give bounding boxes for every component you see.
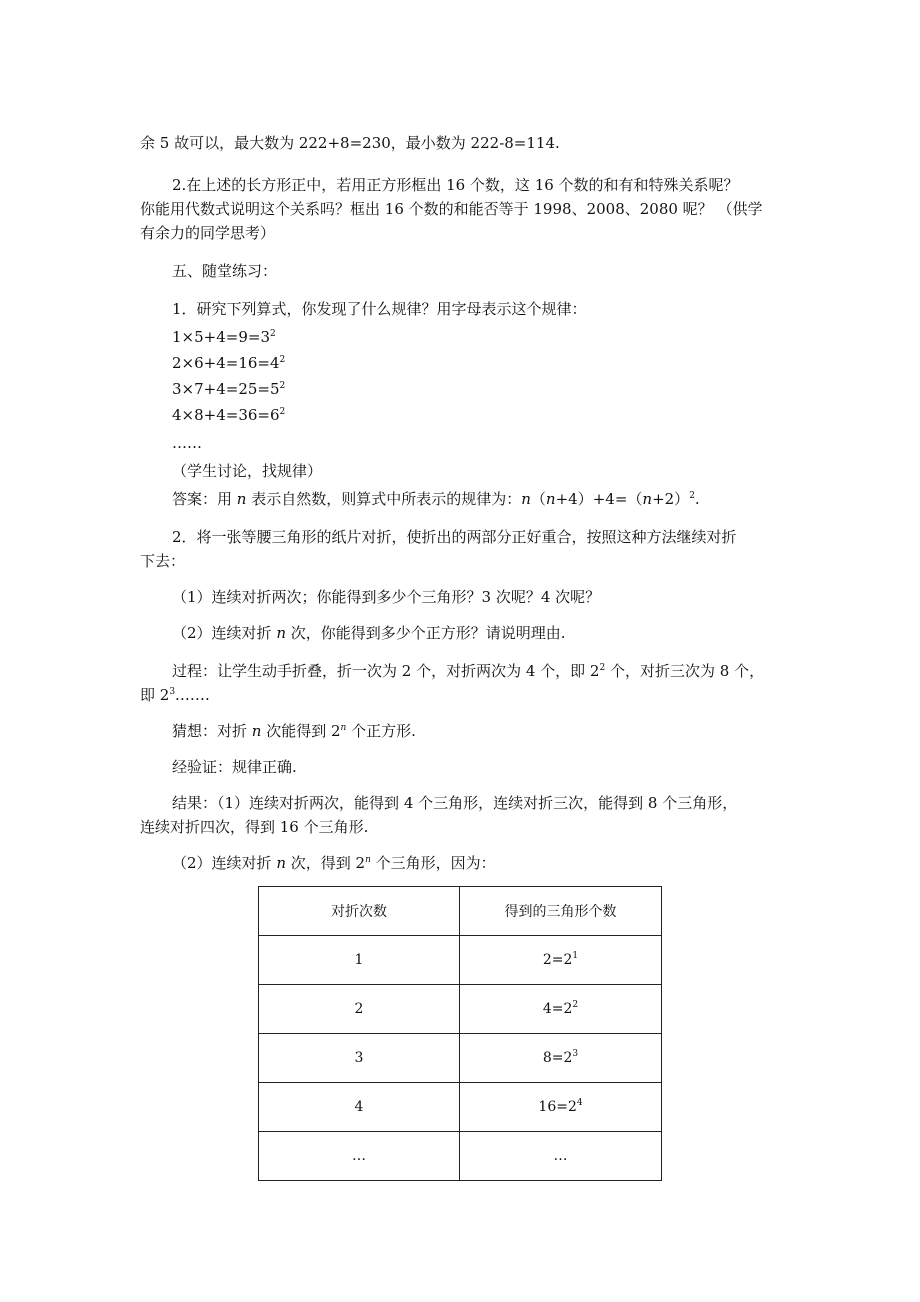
table-header-row <box>259 887 662 936</box>
equation-row: $4\times 8+4=36=6^2$ <box>172 406 286 424</box>
table-header-cell: 得到的三角形个数 <box>460 887 662 936</box>
question-2-line-3: 有余力的同学思考） <box>140 224 276 242</box>
equation-row: $1\times 5+4=9=3^2$ <box>172 328 276 346</box>
equation-row: $3\times 7+4=25=5^2$ <box>172 380 286 398</box>
equation-row: $2\times 6+4=16=4^2$ <box>172 354 286 372</box>
table-cell: $2=2^1$ <box>460 936 662 985</box>
exercise-2-line-2: 下去： <box>140 552 186 570</box>
table-row <box>259 985 662 1034</box>
folding-table <box>258 886 662 1181</box>
process-line-1: 过程：让学生动手折叠，折一次为 2 个，对折两次为 4 个，即 $2^2$ 个，对折三次为 8 个， <box>172 662 765 680</box>
table-row <box>259 1132 662 1181</box>
result-line-2: 连续对折四次，得到 16 个三角形. <box>140 818 369 836</box>
result-line-3: （2）连续对折 n 次，得到 2$^n$ 个三角形，因为： <box>172 854 496 872</box>
table-row <box>259 1083 662 1132</box>
discussion-note: （学生讨论，找规律） <box>172 462 323 480</box>
table-cell: 3 <box>259 1034 460 1083</box>
sub-question-1: （1）连续对折两次；你能得到多少个三角形？3 次呢？4 次呢？ <box>172 588 601 606</box>
table-cell: $16=2^4$ <box>460 1083 662 1132</box>
table-row <box>259 936 662 985</box>
answer-line: 答案：用 n 表示自然数，则算式中所表示的规律为：$n(n+4)+4=(n+2)^2$. <box>172 490 700 508</box>
question-2-line-1: 2.在上述的长方形正中，若用正方形框出 16 个数，这 16 个数的和有和特殊关系呢？ <box>172 176 739 194</box>
verify-line: 经验证：规律正确. <box>172 758 297 776</box>
table-cell: 2 <box>259 985 460 1034</box>
table-row <box>259 1034 662 1083</box>
table-cell: 4 <box>259 1083 460 1132</box>
table-cell: $8=2^3$ <box>460 1034 662 1083</box>
sub-question-2: （2）连续对折 n 次，你能得到多少个正方形？请说明理由. <box>172 624 566 642</box>
table-header-cell: 对折次数 <box>259 887 460 936</box>
exercise-1-title: 1．研究下列算式，你发现了什么规律？用字母表示这个规律： <box>172 300 587 318</box>
result-line-1: 结果：（1）连续对折两次，能得到 4 个三角形，连续对折三次，能得到 8 个三角形， <box>172 794 738 812</box>
paragraph-remainder: 余 5 故可以，最大数为 222+8=230，最小数为 222-8=114. <box>140 134 560 152</box>
table-cell: … <box>259 1132 460 1181</box>
exercise-2-line-1: 2．将一张等腰三角形的纸片对折，使折出的两部分正好重合，按照这种方法继续对折 <box>172 528 737 546</box>
guess-line: 猜想：对折 n 次能得到 2$^n$ 个正方形. <box>172 722 416 740</box>
question-2-line-2: 你能用代数式说明这个关系吗？框出 16 个数的和能否等于 1998、2008、2080 呢？ （供学 <box>140 200 763 218</box>
process-line-2: 即 $2^3.\dots\dots$ <box>140 686 210 704</box>
table-cell: 1 <box>259 936 460 985</box>
table-cell: $4=2^2$ <box>460 985 662 1034</box>
section-heading: 五、随堂练习： <box>172 262 278 280</box>
table-cell: … <box>460 1132 662 1181</box>
ellipsis: …… <box>172 434 202 452</box>
